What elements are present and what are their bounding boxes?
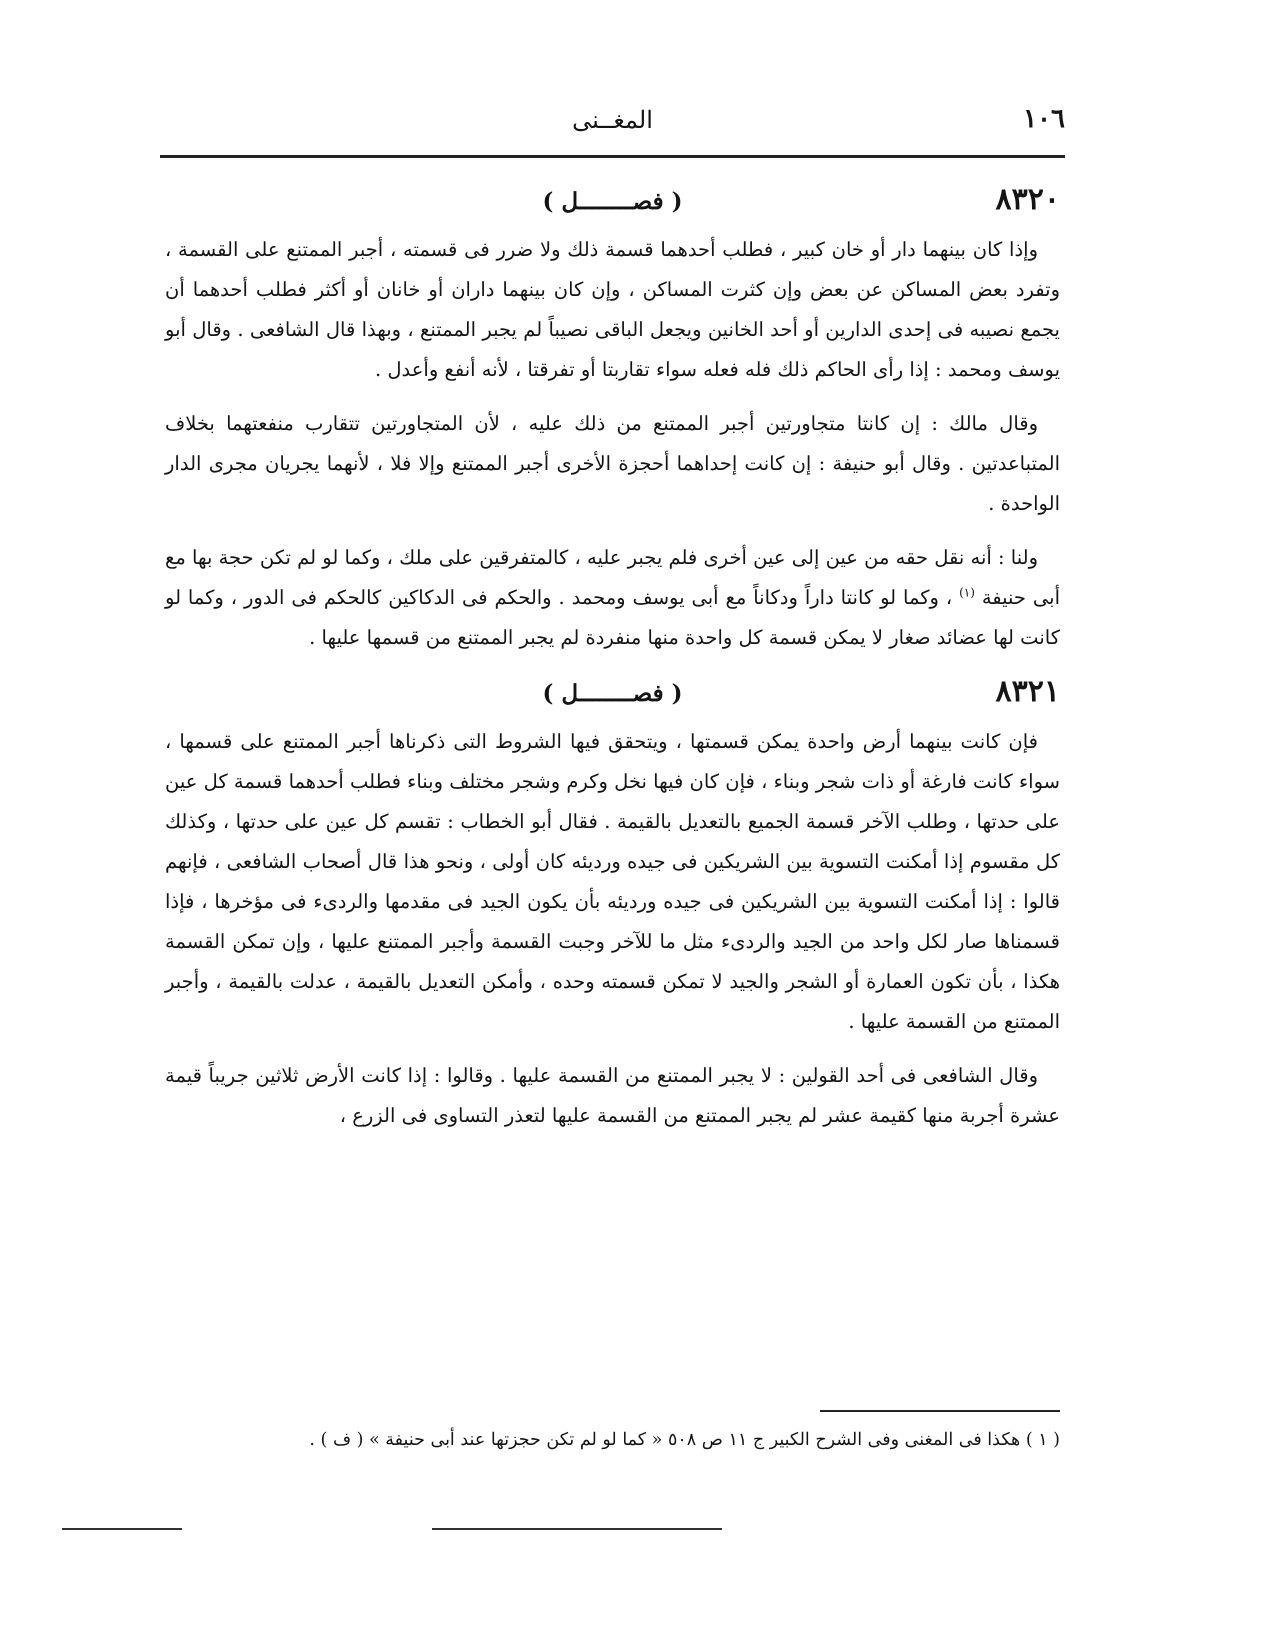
- page-header: [160, 104, 1065, 144]
- paragraph: وإذا كان بينهما دار أو خان كبير ، فطلب أحدهما قسمة ذلك ولا ضرر فى قسمته ، أجبر الممتنع على القسمة ، وتفرد بعض المساكن عن بعض وإن كثرت المساكن ، وإن كان بينهما داران أو خانان أو أكثر فطلب أحدهما أن يجمع نصيبه فى إحدى الدارين أو أحد الخانين ويجعل الباقى نصيباً لم يجبر الممتنع ، وبهذا قال الشافعى . وقال أبو يوسف ومحمد : إذا رأى الحاكم ذلك فله فعله سواء تقاربتا أو تفرقتا ، لأنه أنفع وأعدل .: [165, 238, 1060, 381]
- paragraph-text: ولنا : أنه نقل حقه من عين إلى عين أخرى فلم يجبر عليه ، كالمتفرقين على ملك ، وكما لو لم تكن حجة بها مع أبى حنيفة: [165, 546, 1060, 609]
- section-number: ٨٣٢١: [995, 674, 1060, 709]
- running-title: المغــنى: [572, 106, 653, 134]
- paragraph: فإن كانت بينهما أرض واحدة يمكن قسمتها ، ويتحقق فيها الشروط التى ذكرناها أجبر الممتنع على قسمها ، سواء كانت فارغة أو ذات شجر وبناء ، فإن كان فيها نخل وكرم وشجر مختلف وبناء فطلب أحدهما قسمة كل عين على حدتها ، وطلب الآخر قسمة الجميع بالتعديل بالقيمة . فقال أبو الخطاب : تقسم كل عين على حدتها ، وكذلك كل مقسوم إذا أمكنت التسوية بين الشريكين فى جيده ورديئه كان أولى ، ونحو هذا قال أصحاب الشافعى ، فإنهم قالوا : إذا أمكنت التسوية بين الشريكين فى جيده ورديئه بأن يكون الجيد فى مقدمها والردىء فى مؤخرها ، فإذا قسمناها صار لكل واحد من الجيد والردىء مثل ما للآخر وجبت القسمة وأجبر الممتنع عليها ، وإن تمكن القسمة هكذا ، بأن تكون العمارة أو الشجر والجيد لا تمكن قسمته وحده ، وأمكن التعديل بالقيمة ، عدلت بالقيمة ، وأجبر الممتنع من القسمة عليها .: [165, 730, 1060, 1033]
- paragraph-text-continued: ، وكما لو كانتا داراً ودكاناً مع أبى يوسف ومحمد . والحكم فى الدكاكين كالحكم فى الدور ، وكما لو كانت لها عضائد صغار لا يمكن قسمة كل واحدة منها منفردة لم يجبر الممتنع من قسمها عليها .: [165, 586, 1060, 649]
- header-divider: [160, 155, 1065, 158]
- main-text: [165, 172, 1060, 1150]
- footnote-divider: [820, 1410, 1060, 1412]
- paragraph-with-footnote: [165, 538, 1060, 658]
- footnote: ( ١ ) هكذا فى المغنى وفى الشرح الكبير ج ١١ ص ٥٠٨ « كما لو لم تكن حجزتها عند أبى حنيفة » ( ف ) .: [309, 1430, 1060, 1450]
- footnote-marker[interactable]: (١): [959, 585, 975, 600]
- section-title: ( فصــــــــل ): [542, 188, 683, 215]
- paragraph: وقال الشافعى فى أحد القولين : لا يجبر الممتنع من القسمة عليها . وقالوا : إذا كانت الأرض ثلاثين جريباً قيمة عشرة أجربة منها كقيمة عشر لم يجبر الممتنع من القسمة عليها لتعذر التساوى فى الزرع ،: [165, 1064, 1060, 1127]
- section-heading-8321: [165, 668, 1060, 722]
- section-title: ( فصــــــــل ): [542, 680, 683, 707]
- bottom-rule: [432, 1528, 722, 1530]
- page-number: ١٠٦: [1023, 104, 1065, 134]
- section-number: ٨٣٢٠: [995, 182, 1060, 217]
- bottom-rule: [62, 1528, 182, 1530]
- paragraph: وقال مالك : إن كانتا متجاورتين أجبر الممتنع من ذلك عليه ، لأن المتجاورتين تتقارب منفعتهما بخلاف المتباعدتين . وقال أبو حنيفة : إن كانت إحداهما أحجزة الأخرى أجبر الممتنع وإلا فلا ، لأنهما يجريان مجرى الدار الواحدة .: [165, 412, 1060, 515]
- section-heading-8320: [165, 176, 1060, 230]
